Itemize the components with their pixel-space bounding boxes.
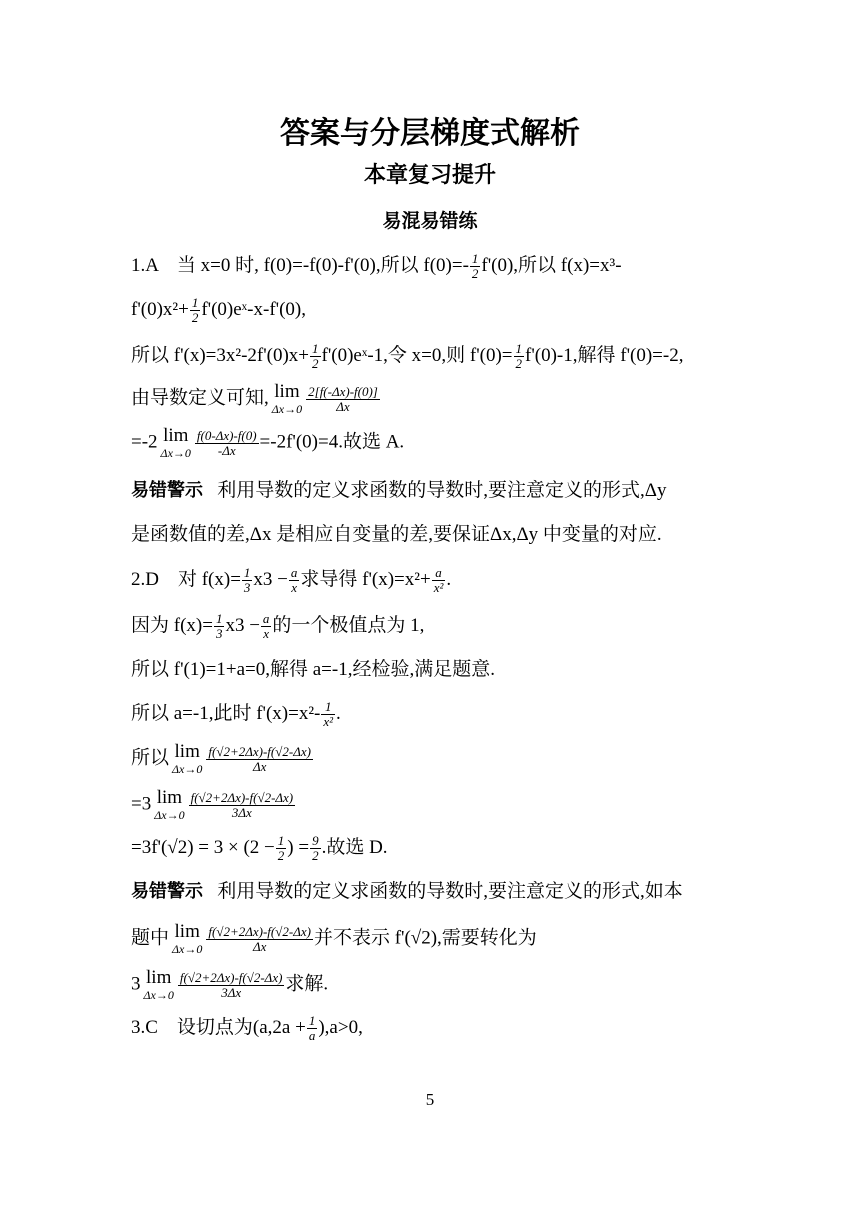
limit-symbol: lim Δx→0: [271, 381, 303, 416]
fraction: $\frac{2[f(-\Delta x)-f(0)]}{\Delta x}$: [308, 383, 378, 414]
q2-line-2: 因为 f(x)= $\frac{1}{3}$ x3 − $\frac{a}{x}$ 的一个极值点为 1,: [131, 611, 425, 642]
q2-line-3: 所以 f'(1)=1+a=0,解得 a=-1,经检验,满足题意.: [131, 659, 495, 680]
limit-symbol: lim Δx→0: [172, 921, 203, 956]
q2-line-5: 所以 lim Δx→0 $\frac{f(√2+2\Delta x)-f(√2-\Delta x)}{\Delta x}$: [131, 741, 311, 776]
q1-line-5: =-2 lim Δx→0 $\frac{f(0-\Delta x)-f(0)}{-\Delta x}$ =-2f'(0)=4.故选 A.: [131, 425, 405, 460]
warning-2-line-1: 易错警示 利用导数的定义求函数的导数时,要注意定义的形式,如本: [131, 881, 683, 902]
fraction: $\frac{a}{x}$: [290, 565, 298, 596]
fraction: $\frac{1}{2}$: [277, 833, 285, 864]
fraction: $\frac{f(√2+2\Delta x)-f(√2-\Delta x)}{3\Delta x}$: [179, 969, 283, 1000]
fraction: $\frac{1}{3}$: [243, 565, 251, 596]
warning-2-line-3: 3 lim Δx→0 $\frac{f(√2+2\Delta x)-f(√2-\Delta x)}{3\Delta x}$ 求解.: [131, 967, 329, 1002]
section-title: 易混易错练: [382, 210, 478, 232]
q1-line-2: f'(0)x²+ $\frac{1}{2}$ f'(0)eˣ-x-f'(0),: [131, 295, 306, 326]
fraction: $\frac{1}{2}$: [191, 295, 199, 326]
fraction: $\frac{f(√2+2\Delta x)-f(√2-\Delta x)}{\Delta x}$: [208, 743, 311, 774]
fraction: $\frac{f(√2+2\Delta x)-f(√2-\Delta x)}{3\Delta x}$: [190, 789, 294, 820]
warning-1-line-2: 是函数值的差,Δx 是相应自变量的差,要保证Δx,Δy 中变量的对应.: [131, 524, 662, 545]
limit-symbol: lim Δx→0: [172, 741, 203, 776]
warning-heading: 易错警示: [131, 881, 203, 902]
fraction: $\frac{1}{2}$: [515, 341, 523, 372]
fraction: $\frac{9}{2}$: [312, 833, 319, 864]
q2-line-4: 所以 a=-1,此时 f'(x)=x²- $\frac{1}{\text{x²}}$ .: [131, 699, 341, 730]
warning-heading: 易错警示: [131, 480, 203, 501]
fraction: $\frac{f(√2+2\Delta x)-f(√2-\Delta x)}{\Delta x}$: [208, 923, 311, 954]
q1-line-3: 所以 f'(x)=3x²-2f'(0)x+ $\frac{1}{2}$ f'(0)eˣ-1,令 x=0,则 f'(0)= $\frac{1}{2}$ f'(0)-1,解得 f'(0)=-2,: [131, 341, 684, 372]
limit-symbol: lim Δx→0: [154, 787, 185, 822]
q2-line-1: 2.D 对 f(x)= $\frac{1}{3}$ x3 − $\frac{a}{x}$ 求导得 f'(x)=x²+ $\frac{a}{\text{x²}}$ .: [131, 565, 452, 596]
fraction: $\frac{1}{3}$: [215, 611, 223, 642]
fraction: $\frac{1}{\text{x²}}$: [323, 699, 334, 730]
page-number: 5: [425, 1090, 435, 1109]
limit-symbol: lim Δx→0: [160, 425, 191, 460]
fraction: $\frac{a}{x}$: [262, 611, 270, 642]
fraction: $\frac{a}{\text{x²}}$: [433, 565, 444, 596]
page-title: 答案与分层梯度式解析: [280, 116, 580, 151]
q2-line-7: =3f'(√2) = 3 × (2 − $\frac{1}{2}$ ) = $\frac{9}{2}$ .故选 D.: [131, 833, 388, 864]
q2-line-6: =3 lim Δx→0 $\frac{f(√2+2\Delta x)-f(√2-\Delta x)}{3\Delta x}$: [131, 787, 294, 822]
limit-symbol: lim Δx→0: [143, 967, 174, 1002]
warning-2-line-2: 题中 lim Δx→0 $\frac{f(√2+2\Delta x)-f(√2-\Delta x)}{\Delta x}$ 并不表示 f'(√2),需要转化为: [131, 921, 537, 956]
warning-1-line-1: 易错警示 利用导数的定义求函数的导数时,要注意定义的形式,Δy: [131, 480, 667, 501]
q1-line-1: 1.A 当 x=0 时, f(0)=-f(0)-f'(0),所以 f(0)=- $\frac{1}{2}$ f'(0),所以 f(x)=x³-: [131, 251, 622, 282]
chapter-title: 本章复习提升: [363, 163, 496, 188]
fraction: $\frac{1}{2}$: [471, 251, 479, 282]
q3-line-1: 3.C 设切点为(a,2a + $\frac{1}{a}$ ),a>0,: [131, 1013, 363, 1044]
fraction: $\frac{f(0-\Delta x)-f(0)}{-\Delta x}$: [196, 427, 257, 458]
q1-line-4: 由导数定义可知, lim Δx→0 $\frac{2[f(-\Delta x)-f(0)]}{\Delta x}$: [131, 381, 378, 416]
fraction: $\frac{1}{2}$: [312, 341, 319, 372]
fraction: $\frac{1}{a}$: [308, 1013, 316, 1044]
